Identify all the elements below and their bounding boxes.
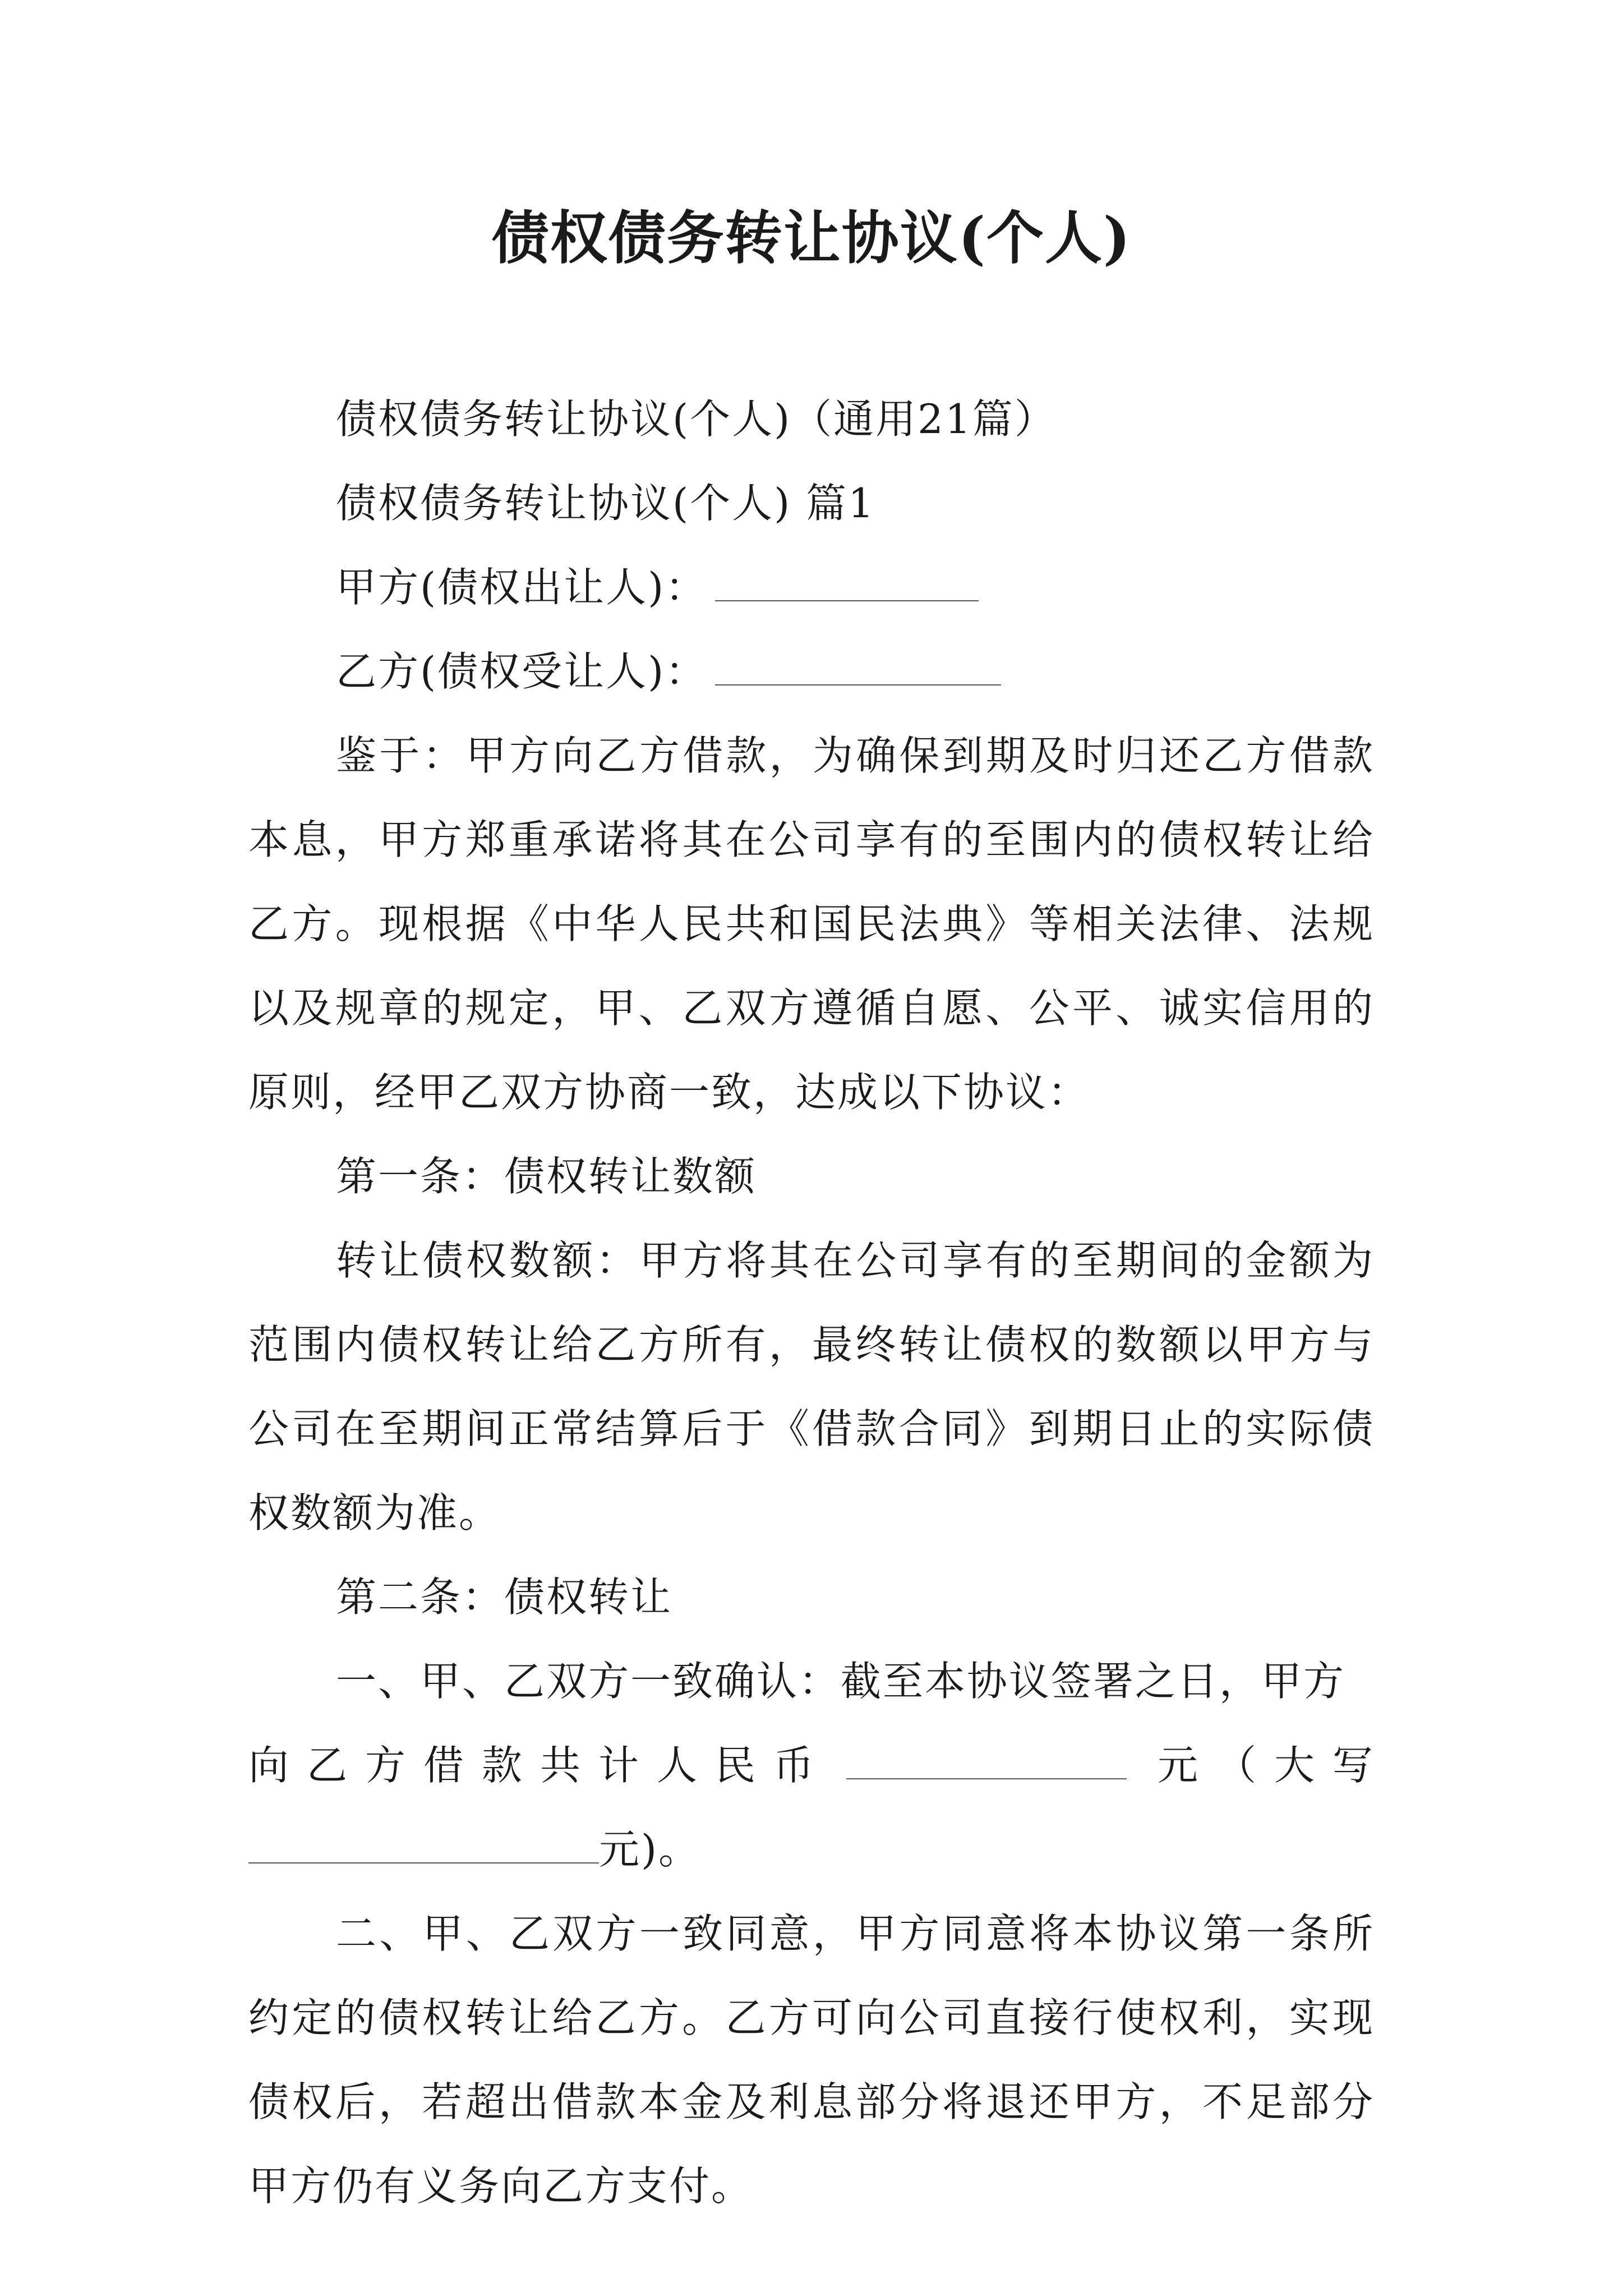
party-a-line <box>248 545 1375 629</box>
document-body <box>248 377 1375 2228</box>
article-1-paragraph: 转让债权数额：甲方将其在公司享有的至期间的金额为范围内债权转让给乙方所有，最终转让债权的数额以甲方与公司在至期间正常结算后于《借款合同》到期日止的实际债权数额为准。 <box>248 1237 1375 1536</box>
article-2-title: 第二条：债权转让 <box>336 1573 673 1621</box>
clause-1-amount-label: 向乙方借款共计人民币 <box>248 1742 832 1789</box>
party-b-label: 乙方(债权受让人)： <box>336 648 708 695</box>
clause-1-line-3 <box>248 1807 1375 1892</box>
article-1-title: 第一条：债权转让数额 <box>336 1153 757 1200</box>
document-title: 债权债务转让协议(个人) <box>491 205 1132 272</box>
section-heading: 债权债务转让协议(个人) 篇1 <box>336 480 875 527</box>
clause-1-uppercase-label: 元（大写 <box>1141 1742 1375 1789</box>
amount-blank <box>846 1741 1127 1779</box>
uppercase-amount-blank <box>248 1825 599 1864</box>
document-subtitle: 债权债务转让协议(个人)（通用21篇） <box>336 395 1057 443</box>
clause-1-line-2 <box>248 1723 1375 1807</box>
preamble-paragraph: 鉴于：甲方向乙方借款，为确保到期及时归还乙方借款本息，甲方郑重承诺将其在公司享有的至围内的债权转让给乙方。现根据《中华人民共和国民法典》等相关法律、法规以及规章的规定，甲、乙双方遵循自愿、公平、诚实信用的原则，经甲乙双方协商一致，达成以下协议： <box>248 732 1375 1116</box>
party-b-blank <box>715 647 1001 685</box>
clause-2-paragraph: 二、甲、乙双方一致同意，甲方同意将本协议第一条所约定的债权转让给乙方。乙方可向公司直接行使权利，实现债权后，若超出借款本金及利息部分将退还甲方，不足部分甲方仍有义务向乙方支付。 <box>248 1910 1375 2210</box>
party-a-blank <box>715 563 979 601</box>
clause-1-line-1: 一、甲、乙双方一致确认：截至本协议签署之日，甲方 <box>336 1658 1346 1705</box>
party-a-label: 甲方(债权出让人)： <box>336 564 708 611</box>
party-b-line <box>248 629 1375 714</box>
clause-1-end: 元)。 <box>599 1826 701 1873</box>
